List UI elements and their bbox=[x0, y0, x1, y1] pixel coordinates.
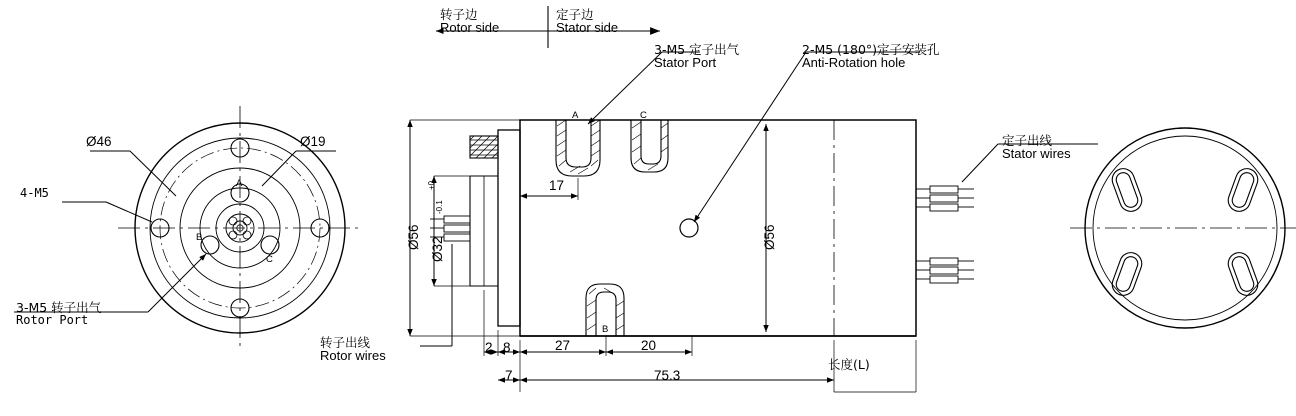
mark-c-side-view: C bbox=[640, 110, 647, 121]
end-view-stator-face bbox=[1070, 128, 1296, 328]
callout-stator-port: 3-M5 定子出气 Stator Port bbox=[654, 42, 740, 71]
callout-rotor-port: 3-M5 转子出气 Rotor Port bbox=[16, 300, 102, 328]
dim-17: 17 bbox=[549, 178, 565, 193]
callout-length-l: 长度(L) bbox=[828, 357, 870, 372]
dim-20: 20 bbox=[641, 338, 657, 353]
front-view-leaders bbox=[14, 151, 336, 312]
mark-b-side-view: B bbox=[602, 324, 609, 335]
callout-rotor-side: 转子边 Rotor side bbox=[440, 7, 500, 36]
dim-dia-32: Ø32 bbox=[430, 236, 445, 262]
dim-dia-19: Ø19 bbox=[300, 134, 326, 149]
dim-dia-56-left: Ø56 bbox=[406, 224, 421, 250]
mark-b-front-view: B bbox=[196, 232, 203, 243]
dim-8: 8 bbox=[503, 340, 511, 355]
dim-7: 7 bbox=[505, 368, 513, 383]
side-section-view bbox=[427, 120, 974, 336]
callout-rotor-wires: 转子出线 Rotor wires bbox=[320, 335, 386, 364]
dim-4-m5: 4-M5 bbox=[20, 186, 49, 200]
dim-dia-32-tol-lower: -0.1 bbox=[435, 200, 444, 214]
dim-75-3: 75.3 bbox=[654, 368, 681, 383]
dim-dia-32-tol-upper: +0 bbox=[427, 180, 436, 190]
dim-dia-46: Ø46 bbox=[86, 134, 112, 149]
callout-stator-side: 定子边 Stator side bbox=[556, 7, 619, 36]
dim-2: 2 bbox=[485, 340, 493, 355]
mark-c-front-view: C bbox=[266, 254, 273, 265]
callout-anti-rotation-hole: 2-M5 (180°)定子安装孔 Anti-Rotation hole bbox=[802, 42, 940, 71]
dim-27: 27 bbox=[555, 338, 571, 353]
dim-dia-56-right: Ø56 bbox=[762, 224, 777, 250]
mark-a-side-view: A bbox=[572, 110, 579, 121]
callout-stator-wires: 定子出线 Stator wires bbox=[1002, 133, 1071, 162]
side-view-leaders bbox=[420, 52, 1098, 346]
mark-a-front-view: A bbox=[236, 178, 243, 189]
